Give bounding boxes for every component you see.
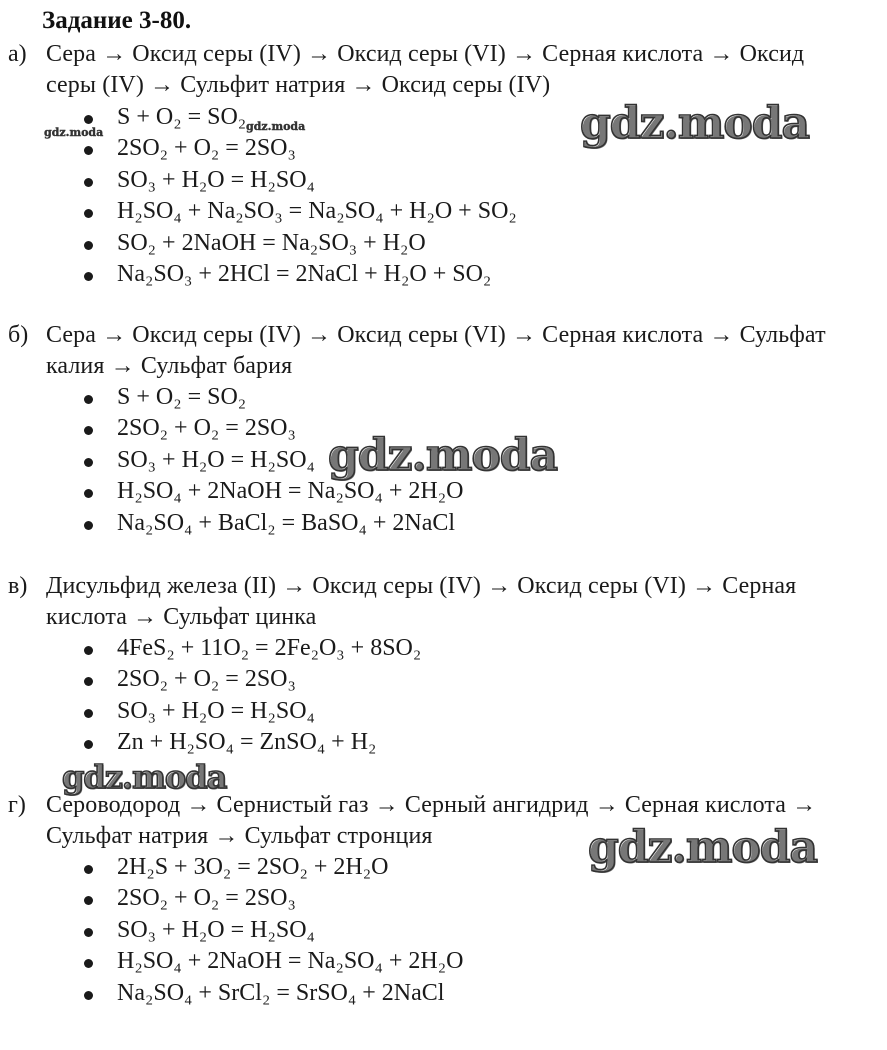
- bullet-icon: [84, 740, 93, 749]
- watermark: gdz.moda: [580, 98, 810, 149]
- watermark: gdz.moda: [44, 126, 104, 139]
- equation-text: SO₂ + 2NaOH = Na₂SO₃ + H₂O: [117, 229, 426, 256]
- section-heading: [46, 571, 882, 633]
- section-label: г): [8, 792, 26, 818]
- equation-text: S + O₂ = SO₂: [117, 384, 247, 410]
- equation-text: 2SO₂ + O₂ = 2SO₃: [117, 666, 296, 693]
- equation-text: 2SO₂ + O₂ = 2SO₃: [117, 885, 296, 912]
- bullet-icon: [84, 928, 93, 937]
- equation-text: SO₃ + H₂O = H₂SO₄: [117, 446, 315, 473]
- bullet-icon: [84, 896, 93, 905]
- equation-list: [0, 852, 463, 1009]
- equation-item: [0, 165, 517, 196]
- heading-line: Сульфат натрия → Сульфат стронция: [46, 823, 433, 849]
- bullet-icon: [84, 115, 93, 124]
- equation-item: [0, 228, 517, 259]
- equation-text: 2SO₂ + O₂ = 2SO₃: [117, 135, 296, 162]
- section-label: б): [8, 322, 29, 348]
- heading-line: кислота → Сульфат цинка: [46, 604, 317, 630]
- equation-list: [0, 633, 421, 759]
- bullet-icon: [84, 209, 93, 218]
- equation-text: SO₃ + H₂O = H₂SO₄: [117, 916, 315, 943]
- bullet-icon: [84, 489, 93, 498]
- section-heading: [46, 39, 882, 101]
- equation-item: [0, 382, 463, 413]
- equation-text: H₂SO₄ + 2NaOH = Na₂SO₄ + 2H₂O: [117, 948, 464, 975]
- bullet-icon: [84, 991, 93, 1000]
- equation-item: [0, 633, 421, 664]
- page-title: Задание 3-80.: [42, 7, 192, 34]
- bullet-icon: [84, 677, 93, 686]
- equation-item: [0, 196, 517, 227]
- equation-text: SO₃ + H₂O = H₂SO₄: [117, 166, 315, 193]
- bullet-icon: [84, 521, 93, 530]
- bullet-icon: [84, 865, 93, 874]
- equation-item: [0, 915, 463, 946]
- bullet-icon: [84, 241, 93, 250]
- equation-item: [0, 852, 463, 883]
- bullet-icon: [84, 395, 93, 404]
- equation-item: [0, 978, 463, 1009]
- bullet-icon: [84, 146, 93, 155]
- equation-text: 4FeS₂ + 11O₂ = 2Fe₂O₃ + 8SO₂: [117, 635, 422, 661]
- equation-text: H₂SO₄ + Na₂SO₃ = Na₂SO₄ + H₂O + SO₂: [117, 198, 517, 225]
- equation-text: 2H₂S + 3O₂ = 2SO₂ + 2H₂O: [117, 854, 389, 880]
- section-heading: [46, 320, 882, 382]
- equation-text: Na₂SO₃ + 2HCl = 2NaCl + H₂O + SO₂: [117, 260, 492, 287]
- bullet-icon: [84, 959, 93, 968]
- equation-item: [0, 883, 463, 914]
- equation-item: [0, 696, 421, 727]
- watermark: gdz.moda: [246, 120, 306, 133]
- bullet-icon: [84, 709, 93, 718]
- heading-line: Сера → Оксид серы (IV) → Оксид серы (VI) → Серная кислота → Оксид: [46, 41, 805, 67]
- watermark: gdz.moda: [62, 758, 227, 796]
- watermark: gdz.moda: [328, 430, 558, 481]
- bullet-icon: [84, 272, 93, 281]
- heading-line: Дисульфид железа (II) → Оксид серы (IV) → Оксид серы (VI) → Серная: [46, 573, 797, 599]
- equation-item: [0, 946, 463, 977]
- bullet-icon: [84, 426, 93, 435]
- section-label: а): [8, 41, 27, 67]
- equation-item: [0, 259, 517, 290]
- section-label: в): [8, 573, 28, 599]
- bullet-icon: [84, 178, 93, 187]
- equation-text: Na₂SO₄ + BaCl₂ = BaSO₄ + 2NaCl: [117, 509, 456, 536]
- bullet-icon: [84, 458, 93, 467]
- equation-text: S + O₂ = SO₂: [117, 104, 247, 130]
- equation-item: [0, 508, 463, 539]
- equation-text: SO₃ + H₂O = H₂SO₄: [117, 697, 315, 724]
- equation-item: [0, 727, 421, 758]
- equation-text: Na₂SO₄ + SrCl₂ = SrSO₄ + 2NaCl: [117, 979, 445, 1006]
- equation-text: 2SO₂ + O₂ = 2SO₃: [117, 415, 296, 442]
- heading-line: серы (IV) → Сульфит натрия → Оксид серы (IV): [46, 72, 551, 98]
- watermark: gdz.moda: [588, 822, 818, 873]
- heading-line: Сера → Оксид серы (IV) → Оксид серы (VI) → Серная кислота → Сульфат: [46, 322, 826, 348]
- equation-text: Zn + H₂SO₄ = ZnSO₄ + H₂: [117, 729, 377, 756]
- bullet-icon: [84, 646, 93, 655]
- equation-text: H₂SO₄ + 2NaOH = Na₂SO₄ + 2H₂O: [117, 478, 464, 505]
- heading-line: калия → Сульфат бария: [46, 353, 293, 379]
- equation-item: [0, 664, 421, 695]
- heading-line: Сероводород → Сернистый газ → Серный ангидрид → Серная кислота →: [46, 792, 817, 818]
